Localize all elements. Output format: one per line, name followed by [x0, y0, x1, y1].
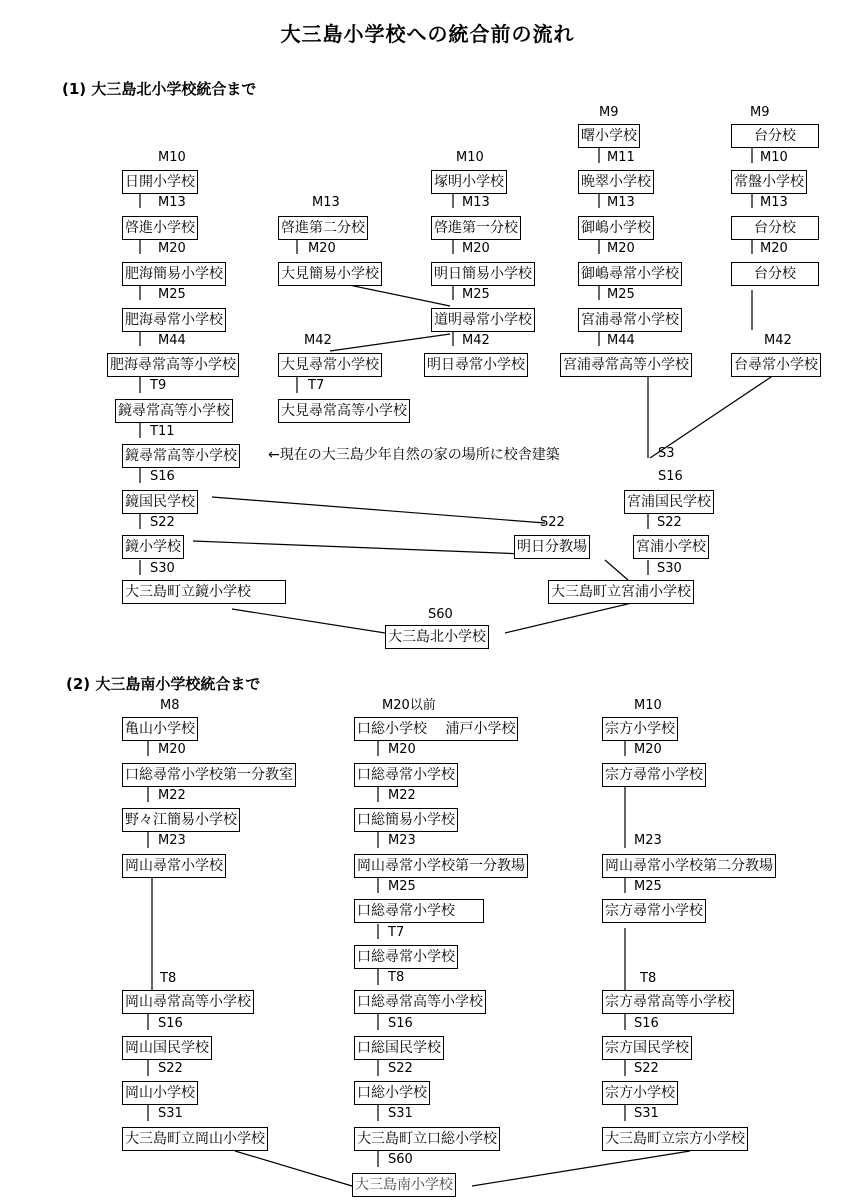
school-box: 宗方小学校	[602, 1081, 678, 1105]
school-box: 肥海尋常高等小学校	[107, 353, 239, 377]
school-box: 肥海簡易小学校	[122, 262, 226, 286]
school-box: 啓進第一分校	[431, 216, 521, 240]
era-label: M11	[607, 150, 635, 165]
era-label: S30	[657, 561, 682, 576]
era-label: M25	[607, 287, 635, 302]
school-box: 大三島町立鏡小学校	[122, 580, 286, 604]
era-label: M44	[607, 333, 635, 348]
school-box: 啓進小学校	[122, 216, 198, 240]
era-label: M13	[760, 195, 788, 210]
school-box: 明日簡易小学校	[431, 262, 535, 286]
school-box: 亀山小学校	[122, 717, 198, 741]
era-label: M23	[158, 833, 186, 848]
connector-line	[605, 560, 628, 580]
era-label: M20	[634, 742, 662, 757]
school-box: 宮浦尋常高等小学校	[560, 353, 692, 377]
era-label: M8	[160, 698, 180, 713]
school-box: 岡山尋常高等小学校	[122, 990, 254, 1014]
school-box: 台分校	[731, 216, 819, 240]
era-label: M20	[607, 241, 635, 256]
era-label: M20	[158, 241, 186, 256]
section-heading-north: (1) 大三島北小学校統合まで	[62, 80, 257, 98]
connector-line	[330, 334, 450, 351]
era-label: M25	[158, 287, 186, 302]
school-box: 鏡尋常高等小学校	[122, 444, 240, 468]
school-box: 口総尋常小学校	[354, 945, 458, 969]
era-label: M20	[760, 241, 788, 256]
era-label: S31	[388, 1106, 413, 1121]
school-box-south-merged: 大三島南小学校	[352, 1173, 456, 1197]
school-box: 岡山国民学校	[122, 1036, 212, 1060]
school-box: 曙小学校	[578, 124, 640, 148]
connector-line	[472, 1151, 690, 1186]
school-box: 岡山尋常小学校第二分教場	[602, 854, 776, 878]
era-label: S31	[634, 1106, 659, 1121]
era-label: M10	[634, 698, 662, 713]
era-label: S22	[150, 515, 175, 530]
school-box: 口総小学校	[354, 1081, 430, 1105]
school-box: 大三島町立宮浦小学校	[548, 580, 694, 604]
school-box: 大見尋常高等小学校	[278, 399, 410, 423]
era-label: S3	[658, 446, 675, 461]
school-box: 口総尋常小学校	[354, 899, 484, 923]
school-box: 台尋常小学校	[731, 353, 821, 377]
school-box: 啓進第二分校	[278, 216, 368, 240]
era-label: T7	[308, 378, 325, 393]
school-box: 台分校	[731, 124, 819, 148]
era-label: M20	[308, 241, 336, 256]
school-box: 大見簡易小学校	[278, 262, 382, 286]
school-box: 口総小学校 浦戸小学校	[354, 717, 518, 741]
era-label: M20	[158, 742, 186, 757]
school-box: 大三島町立岡山小学校	[122, 1127, 268, 1151]
era-label: M25	[634, 879, 662, 894]
era-label: M10	[158, 150, 186, 165]
school-box: 大三島町立口総小学校	[354, 1127, 500, 1151]
era-label: M25	[388, 879, 416, 894]
school-box: 肥海尋常小学校	[122, 308, 226, 332]
era-label: M44	[158, 333, 186, 348]
era-label: S16	[634, 1016, 659, 1031]
school-box: 宗方小学校	[602, 717, 678, 741]
school-box: 鏡尋常高等小学校	[115, 399, 233, 423]
era-label: T8	[388, 970, 405, 985]
era-label: M20	[388, 742, 416, 757]
school-box: 道明尋常小学校	[431, 308, 535, 332]
school-box: 宗方尋常小学校	[602, 899, 706, 923]
school-box: 口総尋常小学校第一分教室	[122, 763, 296, 787]
era-label: T8	[160, 971, 177, 986]
era-label: T11	[150, 424, 175, 439]
era-label: S22	[388, 1061, 413, 1076]
era-label: S30	[150, 561, 175, 576]
school-box: 塚明小学校	[431, 170, 507, 194]
school-box: 明日分教場	[514, 535, 590, 559]
era-label: T7	[388, 925, 405, 940]
school-box: 宮浦国民学校	[624, 490, 714, 514]
page-title: 大三島小学校への統合前の流れ	[280, 22, 575, 46]
era-label: T9	[150, 378, 167, 393]
school-box: 台分校	[731, 262, 819, 286]
school-box: 野々江簡易小学校	[122, 808, 240, 832]
era-label: M42	[764, 333, 792, 348]
connector-line	[505, 601, 640, 633]
era-label: M22	[158, 788, 186, 803]
school-box: 日開小学校	[122, 170, 198, 194]
school-box: 口総尋常高等小学校	[354, 990, 486, 1014]
era-label: S16	[150, 469, 175, 484]
school-box: 宗方国民学校	[602, 1036, 692, 1060]
era-label: M13	[462, 195, 490, 210]
era-label: M13	[312, 195, 340, 210]
school-box: 岡山尋常小学校第一分教場	[354, 854, 528, 878]
era-label: M9	[599, 105, 619, 120]
school-box: 大見尋常小学校	[278, 353, 382, 377]
school-box: 口総尋常小学校	[354, 763, 458, 787]
school-box: 口総簡易小学校	[354, 808, 458, 832]
era-label: M23	[634, 833, 662, 848]
era-label: M9	[750, 105, 770, 120]
era-label: M42	[462, 333, 490, 348]
era-label: M23	[388, 833, 416, 848]
era-label: M20以前	[382, 698, 436, 713]
school-box: 御嶋尋常小学校	[578, 262, 682, 286]
school-box: 宗方尋常高等小学校	[602, 990, 734, 1014]
era-label: M22	[388, 788, 416, 803]
school-box: 御嶋小学校	[578, 216, 654, 240]
section-heading-south: (2) 大三島南小学校統合まで	[66, 675, 261, 693]
connector-line	[235, 1151, 352, 1186]
era-label: M13	[607, 195, 635, 210]
school-box: 常盤小学校	[731, 170, 807, 194]
school-box: 明日尋常小学校	[424, 353, 528, 377]
era-label: S60	[428, 607, 453, 622]
era-label: S22	[657, 515, 682, 530]
era-label: S22	[540, 515, 565, 530]
era-label: S31	[158, 1106, 183, 1121]
annotation-note: ←現在の大三島少年自然の家の場所に校舎建築	[268, 447, 560, 463]
school-box: 宮浦小学校	[633, 535, 709, 559]
era-label: T8	[640, 971, 657, 986]
school-box: 晩翠小学校	[578, 170, 654, 194]
school-box: 宗方尋常小学校	[602, 763, 706, 787]
era-label: S60	[388, 1152, 413, 1167]
school-box: 口総国民学校	[354, 1036, 444, 1060]
school-box-north-merged: 大三島北小学校	[385, 625, 489, 649]
era-label: S22	[158, 1061, 183, 1076]
era-label: S16	[658, 469, 683, 484]
school-box: 大三島町立宗方小学校	[602, 1127, 748, 1151]
era-label: S22	[634, 1061, 659, 1076]
school-box: 宮浦尋常小学校	[578, 308, 682, 332]
school-box: 岡山小学校	[122, 1081, 198, 1105]
era-label: M25	[462, 287, 490, 302]
era-label: S16	[388, 1016, 413, 1031]
connector-line	[212, 497, 545, 523]
school-box: 岡山尋常小学校	[122, 854, 226, 878]
era-label: S16	[158, 1016, 183, 1031]
era-label: M13	[158, 195, 186, 210]
era-label: M10	[760, 150, 788, 165]
era-label: M42	[304, 333, 332, 348]
school-box: 鏡小学校	[122, 535, 184, 559]
connector-line	[193, 541, 550, 555]
era-label: M10	[456, 150, 484, 165]
school-box: 鏡国民学校	[122, 490, 198, 514]
connector-line	[232, 609, 385, 633]
era-label: M20	[462, 241, 490, 256]
